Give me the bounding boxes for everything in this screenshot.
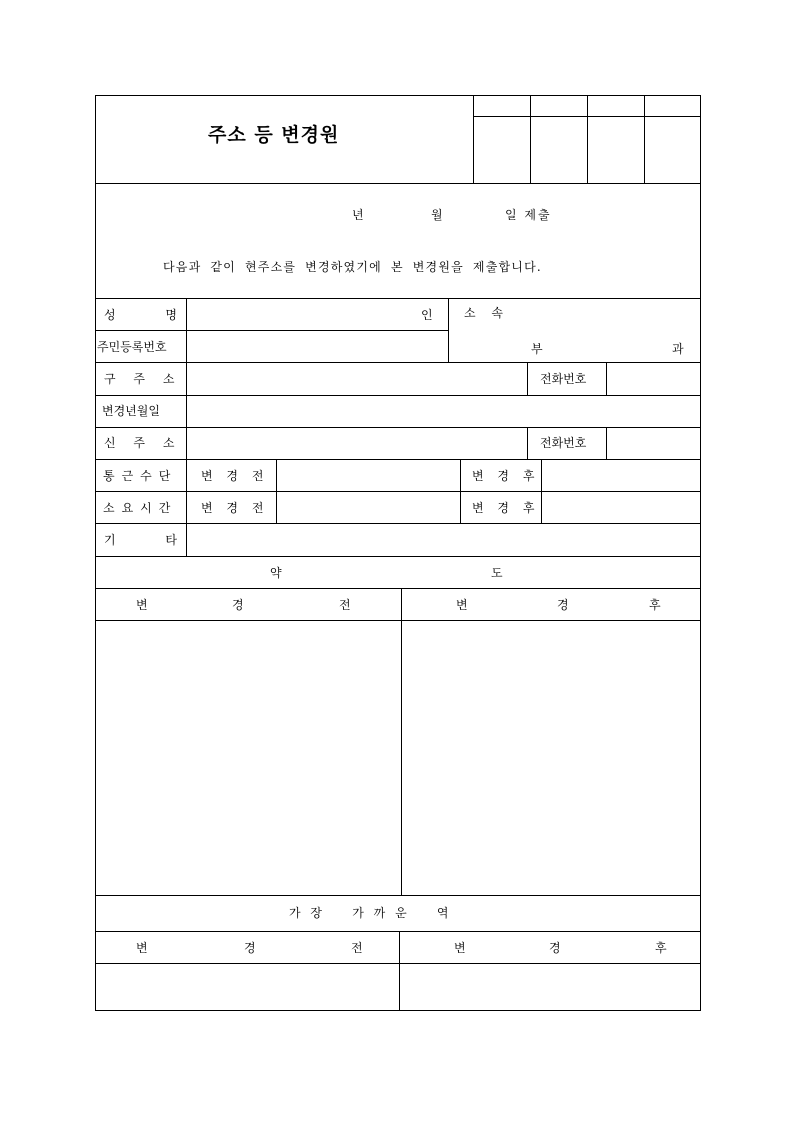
station-after-char-3: 후 bbox=[655, 941, 667, 955]
station-before-field[interactable] bbox=[96, 964, 399, 1010]
name-label: 성 명 bbox=[104, 308, 177, 322]
map-title-left: 약 bbox=[270, 566, 282, 580]
approval-box-3[interactable] bbox=[588, 117, 644, 183]
time-before-label: 변 경 전 bbox=[201, 501, 264, 515]
time-before-field[interactable] bbox=[277, 492, 460, 523]
statement-text: 다음과 같이 현주소를 변경하였기에 본 변경원을 제출합니다. bbox=[163, 260, 542, 274]
row-line bbox=[95, 931, 701, 932]
phone-field-1[interactable] bbox=[607, 363, 701, 395]
station-title: 가 장 가 까 운 역 bbox=[289, 906, 452, 920]
new-address-field[interactable] bbox=[187, 428, 527, 459]
date-month: 월 bbox=[431, 208, 443, 222]
commute-label: 통근수단 bbox=[103, 469, 178, 483]
other-field[interactable] bbox=[187, 524, 701, 556]
time-after-label: 변 경 후 bbox=[472, 501, 535, 515]
time-label: 소요시간 bbox=[103, 501, 178, 515]
affiliation-field[interactable] bbox=[449, 299, 701, 362]
other-label: 기 타 bbox=[104, 533, 177, 547]
map-before-area[interactable] bbox=[96, 621, 401, 895]
map-after-char-1: 변 bbox=[456, 598, 468, 612]
map-title-right: 도 bbox=[491, 566, 503, 580]
name-field[interactable] bbox=[187, 299, 412, 330]
phone-divider bbox=[527, 362, 528, 395]
phone-field-2[interactable] bbox=[607, 428, 701, 459]
station-before-char-2: 경 bbox=[244, 941, 256, 955]
phone-label-2: 전화번호 bbox=[540, 436, 587, 450]
header-bottom-line bbox=[95, 183, 701, 184]
old-address-label: 구 주 소 bbox=[104, 372, 175, 386]
row-line bbox=[95, 556, 701, 557]
resident-no-field[interactable] bbox=[187, 331, 448, 362]
commute-before-field[interactable] bbox=[277, 460, 460, 491]
seal-mark: 인 bbox=[421, 308, 433, 322]
phone-label-1: 전화번호 bbox=[540, 372, 587, 386]
commute-after-label: 변 경 후 bbox=[472, 469, 535, 483]
map-before-char-1: 변 bbox=[136, 598, 148, 612]
row-line bbox=[95, 588, 701, 589]
map-before-char-2: 경 bbox=[232, 598, 244, 612]
old-address-field[interactable] bbox=[187, 363, 527, 395]
commute-after-field[interactable] bbox=[542, 460, 701, 491]
map-after-area[interactable] bbox=[402, 621, 701, 895]
affiliation-label: 소 속 bbox=[464, 306, 503, 320]
station-before-char-3: 전 bbox=[351, 941, 363, 955]
form-title: 주소 등 변경원 bbox=[208, 124, 340, 146]
resident-no-label: 주민등록번호 bbox=[97, 340, 167, 354]
station-after-field[interactable] bbox=[400, 964, 701, 1010]
approval-box-4[interactable] bbox=[645, 117, 701, 183]
station-after-char-1: 변 bbox=[454, 941, 466, 955]
new-address-label: 신 주 소 bbox=[104, 436, 175, 450]
commute-before-label: 변 경 전 bbox=[201, 469, 264, 483]
map-before-char-3: 전 bbox=[339, 598, 351, 612]
phone-divider bbox=[527, 427, 528, 459]
change-date-label: 변경년월일 bbox=[102, 404, 160, 418]
station-before-char-1: 변 bbox=[136, 941, 148, 955]
map-after-char-3: 후 bbox=[649, 598, 661, 612]
station-after-char-2: 경 bbox=[549, 941, 561, 955]
date-year: 년 bbox=[352, 208, 364, 222]
change-date-field[interactable] bbox=[187, 396, 701, 427]
approval-box-1[interactable] bbox=[474, 117, 530, 183]
approval-box-2[interactable] bbox=[531, 117, 587, 183]
dept-bu: 부 bbox=[531, 342, 543, 356]
map-after-char-2: 경 bbox=[557, 598, 569, 612]
row-line bbox=[95, 895, 701, 896]
time-after-field[interactable] bbox=[542, 492, 701, 523]
dept-gwa: 과 bbox=[672, 342, 684, 356]
date-day-submit: 일 제출 bbox=[505, 208, 552, 222]
